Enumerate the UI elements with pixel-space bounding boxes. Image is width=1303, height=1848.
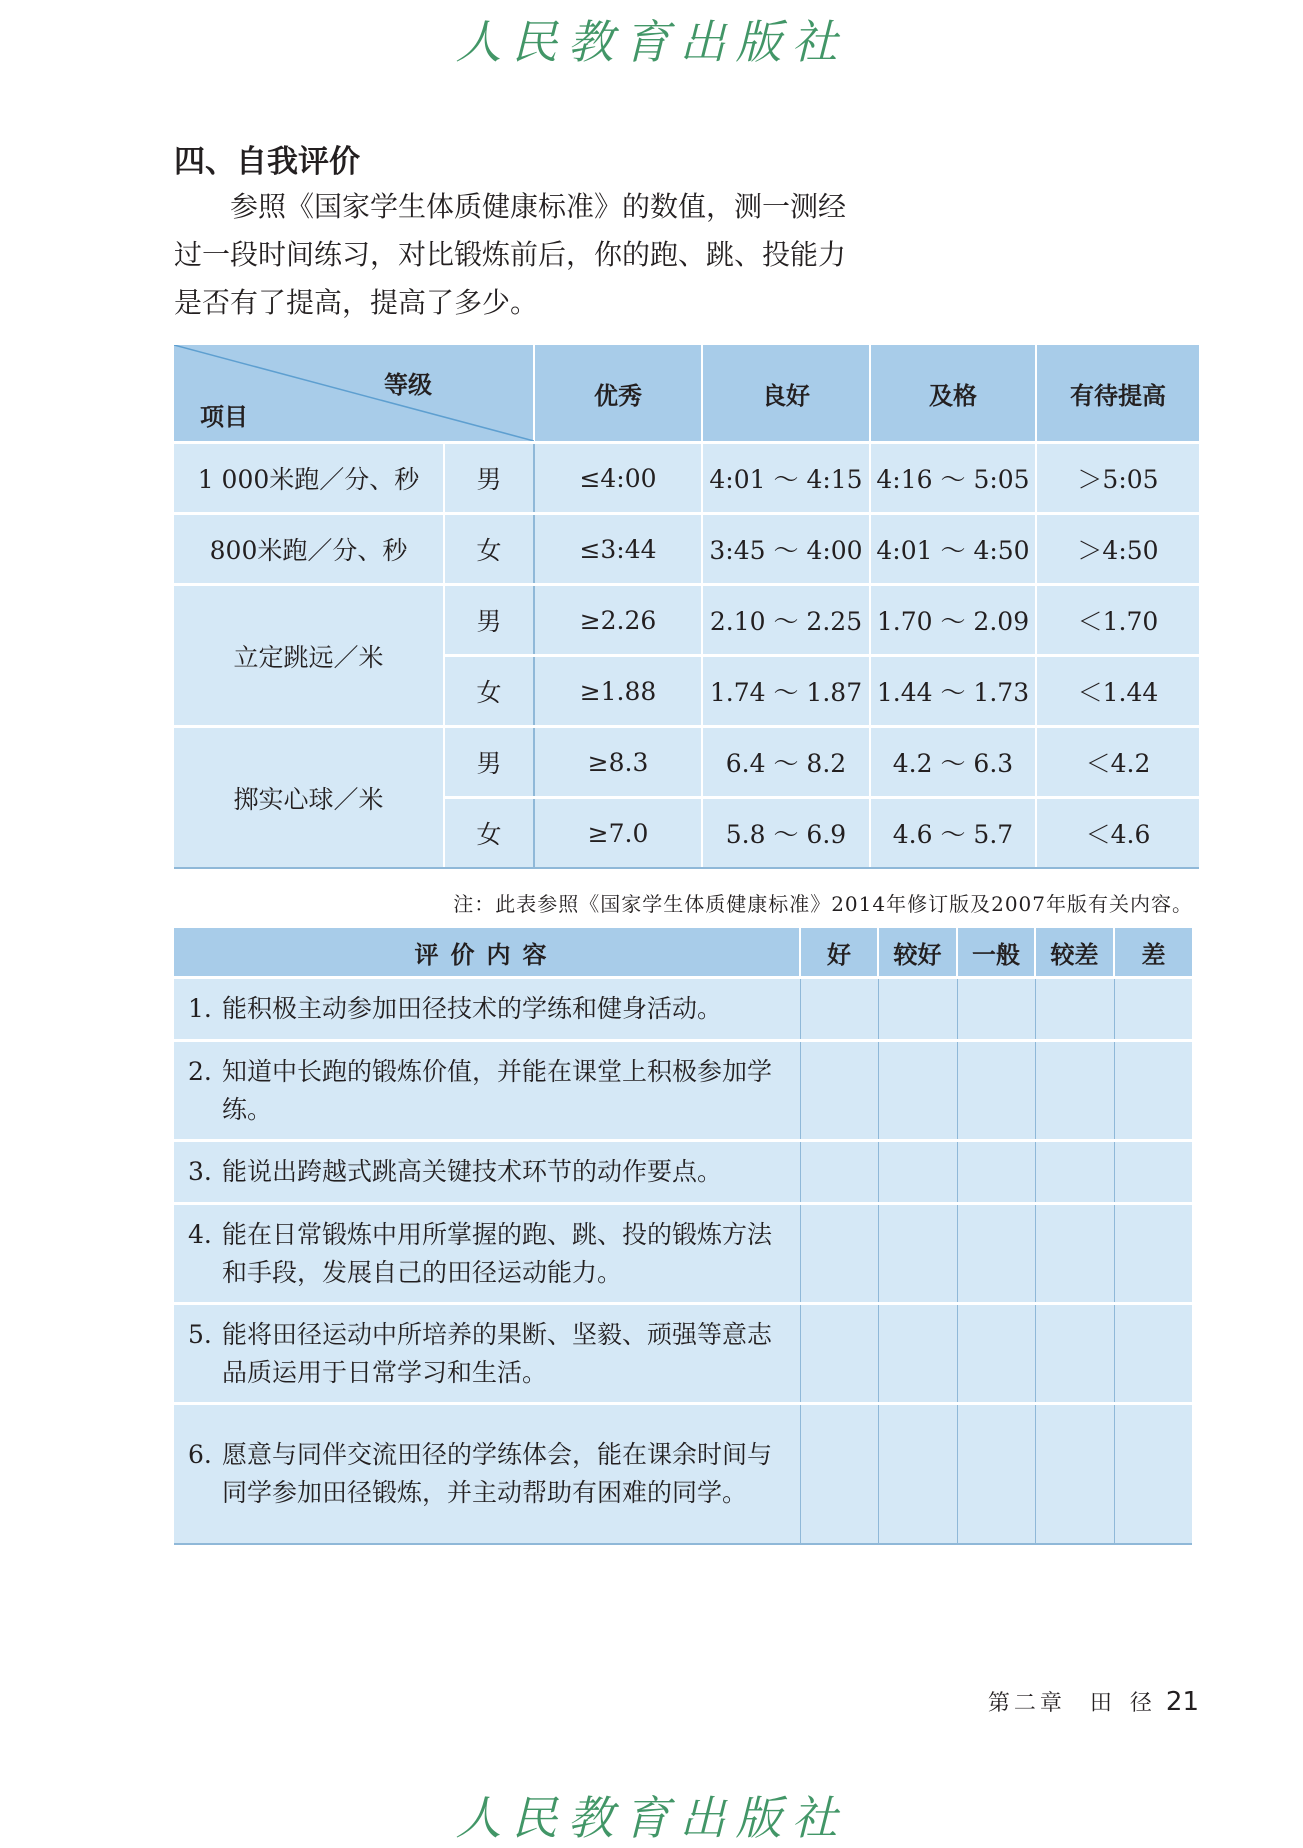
- table-row: [174, 1141, 1192, 1204]
- rating-cell[interactable]: [1114, 1141, 1192, 1204]
- table-row: [174, 1404, 1192, 1544]
- rating-cell[interactable]: [957, 1141, 1035, 1204]
- value-cell: ≥7.0: [534, 798, 702, 869]
- item-text: 知道中长跑的锻炼价值，并能在课堂上积极参加学练。: [222, 1056, 773, 1124]
- rating-cell[interactable]: [800, 1141, 878, 1204]
- rating-cell[interactable]: [800, 978, 878, 1041]
- rating-cell[interactable]: [1035, 1304, 1114, 1404]
- rating-cell[interactable]: [1114, 978, 1192, 1041]
- rating-cell[interactable]: [800, 1204, 878, 1304]
- rating-cell[interactable]: [878, 1304, 957, 1404]
- table-note: 注：此表参照《国家学生体质健康标准》2014年修订版及2007年版有关内容。: [453, 892, 1193, 916]
- rating-cell[interactable]: [878, 978, 957, 1041]
- evaluation-item: [174, 1041, 800, 1141]
- value-cell: 1.74 ～ 1.87: [702, 656, 870, 727]
- rating-cell[interactable]: [957, 1204, 1035, 1304]
- item-name: 立定跳远／米: [174, 585, 444, 727]
- rating-cell[interactable]: [878, 1404, 957, 1544]
- rating-cell[interactable]: [1035, 978, 1114, 1041]
- item-name: 掷实心球／米: [174, 727, 444, 869]
- rating-cell[interactable]: [1035, 1404, 1114, 1544]
- evaluation-item: [174, 978, 800, 1041]
- value-cell: 4:01 ～ 4:50: [870, 514, 1036, 585]
- value-cell: ≥1.88: [534, 656, 702, 727]
- grade-header: 良好: [702, 345, 870, 443]
- item-number: 2.: [188, 1056, 212, 1086]
- rating-cell[interactable]: [1114, 1304, 1192, 1404]
- value-cell: ＞4:50: [1036, 514, 1199, 585]
- table-row: [174, 978, 1192, 1041]
- value-cell: 4:16 ～ 5:05: [870, 443, 1036, 514]
- value-cell: 1.70 ～ 2.09: [870, 585, 1036, 656]
- value-cell: 2.10 ～ 2.25: [702, 585, 870, 656]
- table-row: [174, 1304, 1192, 1404]
- item-text: 能说出跨越式跳高关键技术环节的动作要点。: [222, 1157, 723, 1186]
- rating-cell[interactable]: [878, 1204, 957, 1304]
- item-number: 1.: [188, 994, 212, 1023]
- value-cell: ＜1.70: [1036, 585, 1199, 656]
- corner-item-label: 项目: [200, 403, 248, 431]
- value-cell: ≥8.3: [534, 727, 702, 798]
- rating-cell[interactable]: [800, 1041, 878, 1141]
- value-cell: 4.2 ～ 6.3: [870, 727, 1036, 798]
- rating-header: 较差: [1035, 928, 1114, 978]
- value-cell: 3:45 ～ 4:00: [702, 514, 870, 585]
- value-cell: ≤4:00: [534, 443, 702, 514]
- item-text: 能将田径运动中所培养的果断、坚毅、顽强等意志品质运用于日常学习和生活。: [222, 1319, 773, 1387]
- value-cell: ≥2.26: [534, 585, 702, 656]
- value-cell: 4.6 ～ 5.7: [870, 798, 1036, 869]
- rating-cell[interactable]: [878, 1041, 957, 1141]
- corner-level-label: 等级: [384, 371, 432, 399]
- rating-cell[interactable]: [800, 1304, 878, 1404]
- rating-cell[interactable]: [1114, 1041, 1192, 1141]
- item-number: 3.: [188, 1157, 212, 1186]
- gender-cell: 男: [444, 443, 534, 514]
- rating-cell[interactable]: [800, 1404, 878, 1544]
- publisher-watermark-bottom: 人民教育出版社: [455, 1791, 848, 1845]
- grade-header: 及格: [870, 345, 1036, 443]
- item-name: 800米跑／分、秒: [174, 514, 444, 585]
- item-number: 6.: [188, 1439, 212, 1469]
- rating-cell[interactable]: [878, 1141, 957, 1204]
- content-header: 评价内容: [174, 928, 800, 978]
- publisher-watermark-top: 人民教育出版社: [455, 15, 848, 69]
- corner-header-cell: [174, 345, 534, 443]
- value-cell: ＞5:05: [1036, 443, 1199, 514]
- fitness-standards-table: [174, 345, 1199, 869]
- item-text: 能在日常锻炼中用所掌握的跑、跳、投的锻炼方法和手段，发展自己的田径运动能力。: [222, 1219, 773, 1287]
- gender-cell: 女: [444, 514, 534, 585]
- value-cell: 5.8 ～ 6.9: [702, 798, 870, 869]
- gender-cell: 男: [444, 585, 534, 656]
- self-evaluation-table: [174, 928, 1192, 1545]
- rating-cell[interactable]: [1114, 1204, 1192, 1304]
- rating-cell[interactable]: [1035, 1141, 1114, 1204]
- rating-header: 差: [1114, 928, 1192, 978]
- table-row: [174, 585, 1199, 656]
- table-row: [174, 514, 1199, 585]
- value-cell: ＜4.6: [1036, 798, 1199, 869]
- gender-cell: 女: [444, 798, 534, 869]
- chapter-title-part: 田: [1089, 1691, 1112, 1716]
- page-footer: [988, 1686, 1199, 1717]
- item-text: 能积极主动参加田径技术的学练和健身活动。: [222, 994, 723, 1023]
- gender-cell: 男: [444, 727, 534, 798]
- rating-cell[interactable]: [957, 1304, 1035, 1404]
- rating-cell[interactable]: [957, 1404, 1035, 1544]
- grade-header: 有待提高: [1036, 345, 1199, 443]
- item-number: 4.: [188, 1219, 212, 1249]
- item-name: 1 000米跑／分、秒: [174, 443, 444, 514]
- table-row: [174, 1041, 1192, 1141]
- evaluation-item: [174, 1304, 800, 1404]
- rating-cell[interactable]: [1035, 1041, 1114, 1141]
- table-row: [174, 443, 1199, 514]
- gender-cell: 女: [444, 656, 534, 727]
- value-cell: ＜4.2: [1036, 727, 1199, 798]
- value-cell: ＜1.44: [1036, 656, 1199, 727]
- rating-cell[interactable]: [1114, 1404, 1192, 1544]
- section-title: 四、自我评价: [174, 144, 360, 180]
- rating-header: 好: [800, 928, 878, 978]
- table-row: [174, 727, 1199, 798]
- rating-cell[interactable]: [957, 1041, 1035, 1141]
- rating-cell[interactable]: [957, 978, 1035, 1041]
- table-row: [174, 1204, 1192, 1304]
- item-number: 5.: [188, 1319, 212, 1349]
- value-cell: 4:01 ～ 4:15: [702, 443, 870, 514]
- chapter-label: 第二章: [987, 1691, 1066, 1716]
- value-cell: ≤3:44: [534, 514, 702, 585]
- rating-header: 一般: [957, 928, 1035, 978]
- rating-cell[interactable]: [1035, 1204, 1114, 1304]
- evaluation-item: [174, 1141, 800, 1204]
- page-number: 21: [1165, 1687, 1199, 1717]
- rating-header: 较好: [878, 928, 957, 978]
- evaluation-item: [174, 1204, 800, 1304]
- value-cell: 6.4 ～ 8.2: [702, 727, 870, 798]
- grade-header: 优秀: [534, 345, 702, 443]
- intro-paragraph: 参照《国家学生体质健康标准》的数值，测一测经过一段时间练习，对比锻炼前后，你的跑、跳、投能力是否有了提高，提高了多少。: [174, 190, 847, 319]
- item-text: 愿意与同伴交流田径的学练体会，能在课余时间与同学参加田径锻炼，并主动帮助有困难的同学。: [222, 1439, 773, 1507]
- chapter-title-part: 径: [1129, 1691, 1152, 1716]
- value-cell: 1.44 ～ 1.73: [870, 656, 1036, 727]
- evaluation-item: [174, 1404, 800, 1544]
